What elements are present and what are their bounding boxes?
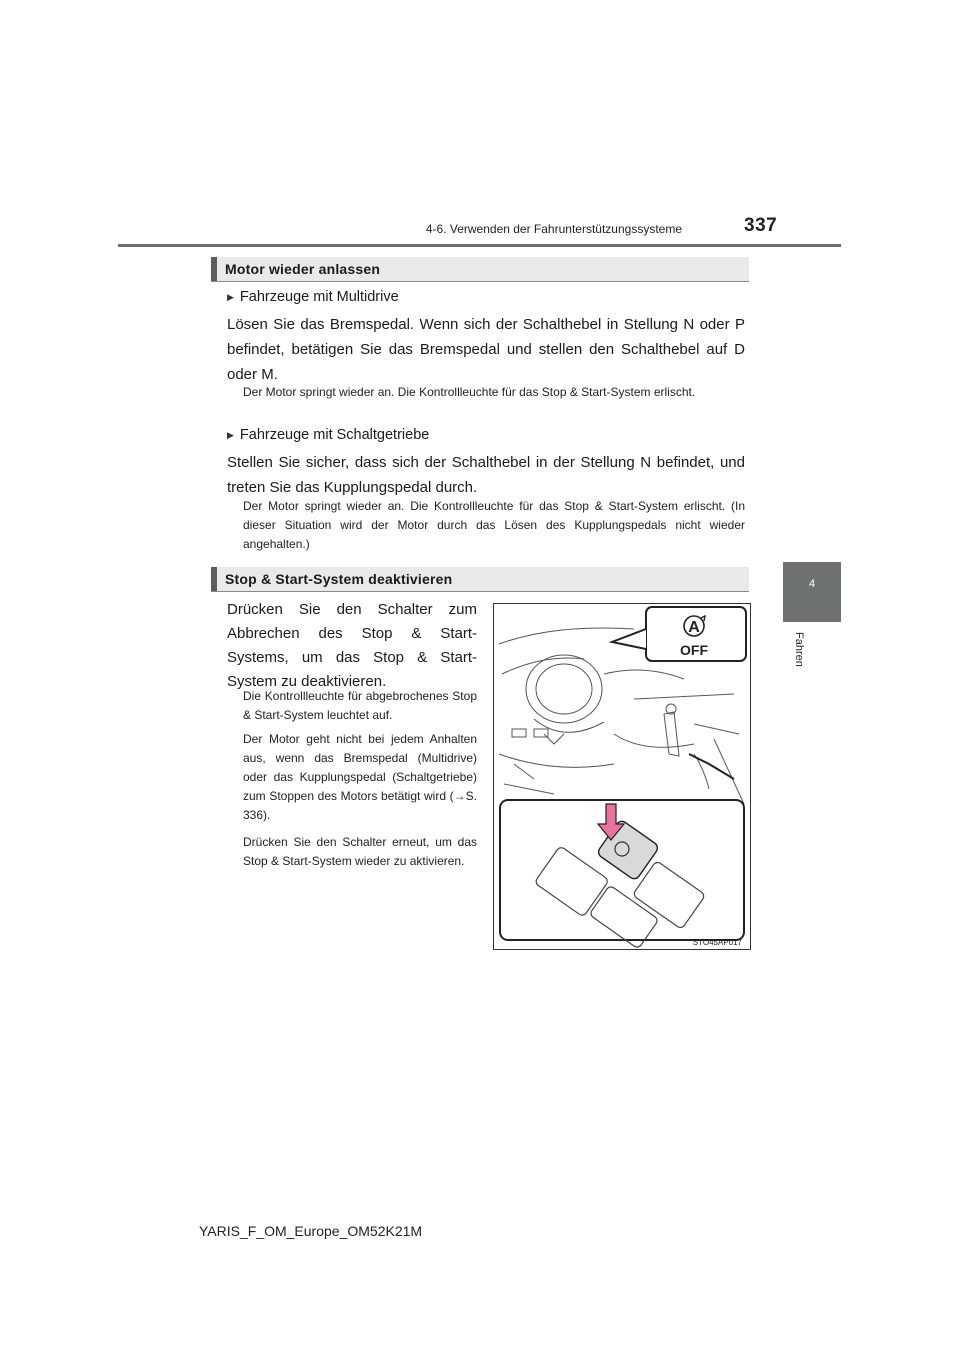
badge-letter: A — [688, 619, 700, 636]
triangle-bullet-icon: ▶ — [227, 429, 234, 440]
paragraph: Drücken Sie den Schalter zum Abbrechen des Stop & Start-Systems, um das Stop & Start-System zu deaktivieren. — [227, 601, 477, 690]
section-header-deactivate — [211, 567, 749, 592]
paragraph: Lösen Sie das Bremspedal. Wenn sich der Schalthebel in Stellung N oder P befindet, betätigen Sie das Bremspedal und stellen den Schalthebel auf D oder M. — [227, 316, 745, 383]
footer-text: YARIS_F_OM_Europe_OM52K21M — [199, 1223, 423, 1239]
dashboard-illustration — [493, 603, 751, 950]
chapter-title: 4-6. Verwenden der Fahrunterstützungssysteme — [425, 222, 682, 236]
chapter-tab — [783, 562, 841, 622]
page-number: 337 — [744, 215, 778, 236]
bullet-multidrive — [227, 289, 399, 305]
section-accent — [211, 567, 217, 591]
badge-text: OFF — [680, 642, 708, 658]
bullet-heading: Fahrzeuge mit Multidrive — [239, 289, 399, 305]
note: Die Kontrollleuchte für abgebrochenes Stop & Start-System leuchtet auf. — [243, 689, 477, 722]
off-badge-callout — [612, 607, 746, 661]
note: Drücken Sie den Schalter erneut, um das Stop & Start-System wieder zu aktivieren. — [243, 835, 477, 868]
illustration-svg — [494, 604, 750, 949]
bullet-manual — [227, 427, 429, 443]
figure-code: STO45AP017 — [692, 938, 742, 947]
paragraph: Stellen Sie sicher, dass sich der Schalthebel in der Stellung N befindet, und treten Sie das Kupplungspedal durch. — [227, 454, 745, 496]
header-rule — [118, 244, 841, 247]
note: Der Motor geht nicht bei jedem Anhalten aus, wenn das Bremspedal (Multidrive) oder das Kupplungspedal (Schaltgetriebe) zum Stoppen des Motors betätigt wird (→S. 336). — [243, 732, 477, 822]
chapter-tab-label: Fahren — [793, 632, 805, 667]
section-title: Stop & Start-System deaktivieren — [225, 571, 453, 587]
note: Der Motor springt wieder an. Die Kontrollleuchte für das Stop & Start-System erlischt. (In dieser Situation wird der Motor durch das Lösen des Kupplungspedals nicht wieder angehalten.) — [243, 499, 745, 551]
section-accent — [211, 257, 217, 281]
bullet-heading: Fahrzeuge mit Schaltgetriebe — [239, 427, 430, 443]
note: Der Motor springt wieder an. Die Kontrollleuchte für das Stop & Start-System erlischt. — [243, 385, 696, 399]
triangle-bullet-icon: ▶ — [227, 291, 234, 302]
section-header-restart — [211, 257, 749, 282]
chapter-tab-number: 4 — [808, 578, 816, 590]
section-title: Motor wieder anlassen — [225, 261, 381, 277]
